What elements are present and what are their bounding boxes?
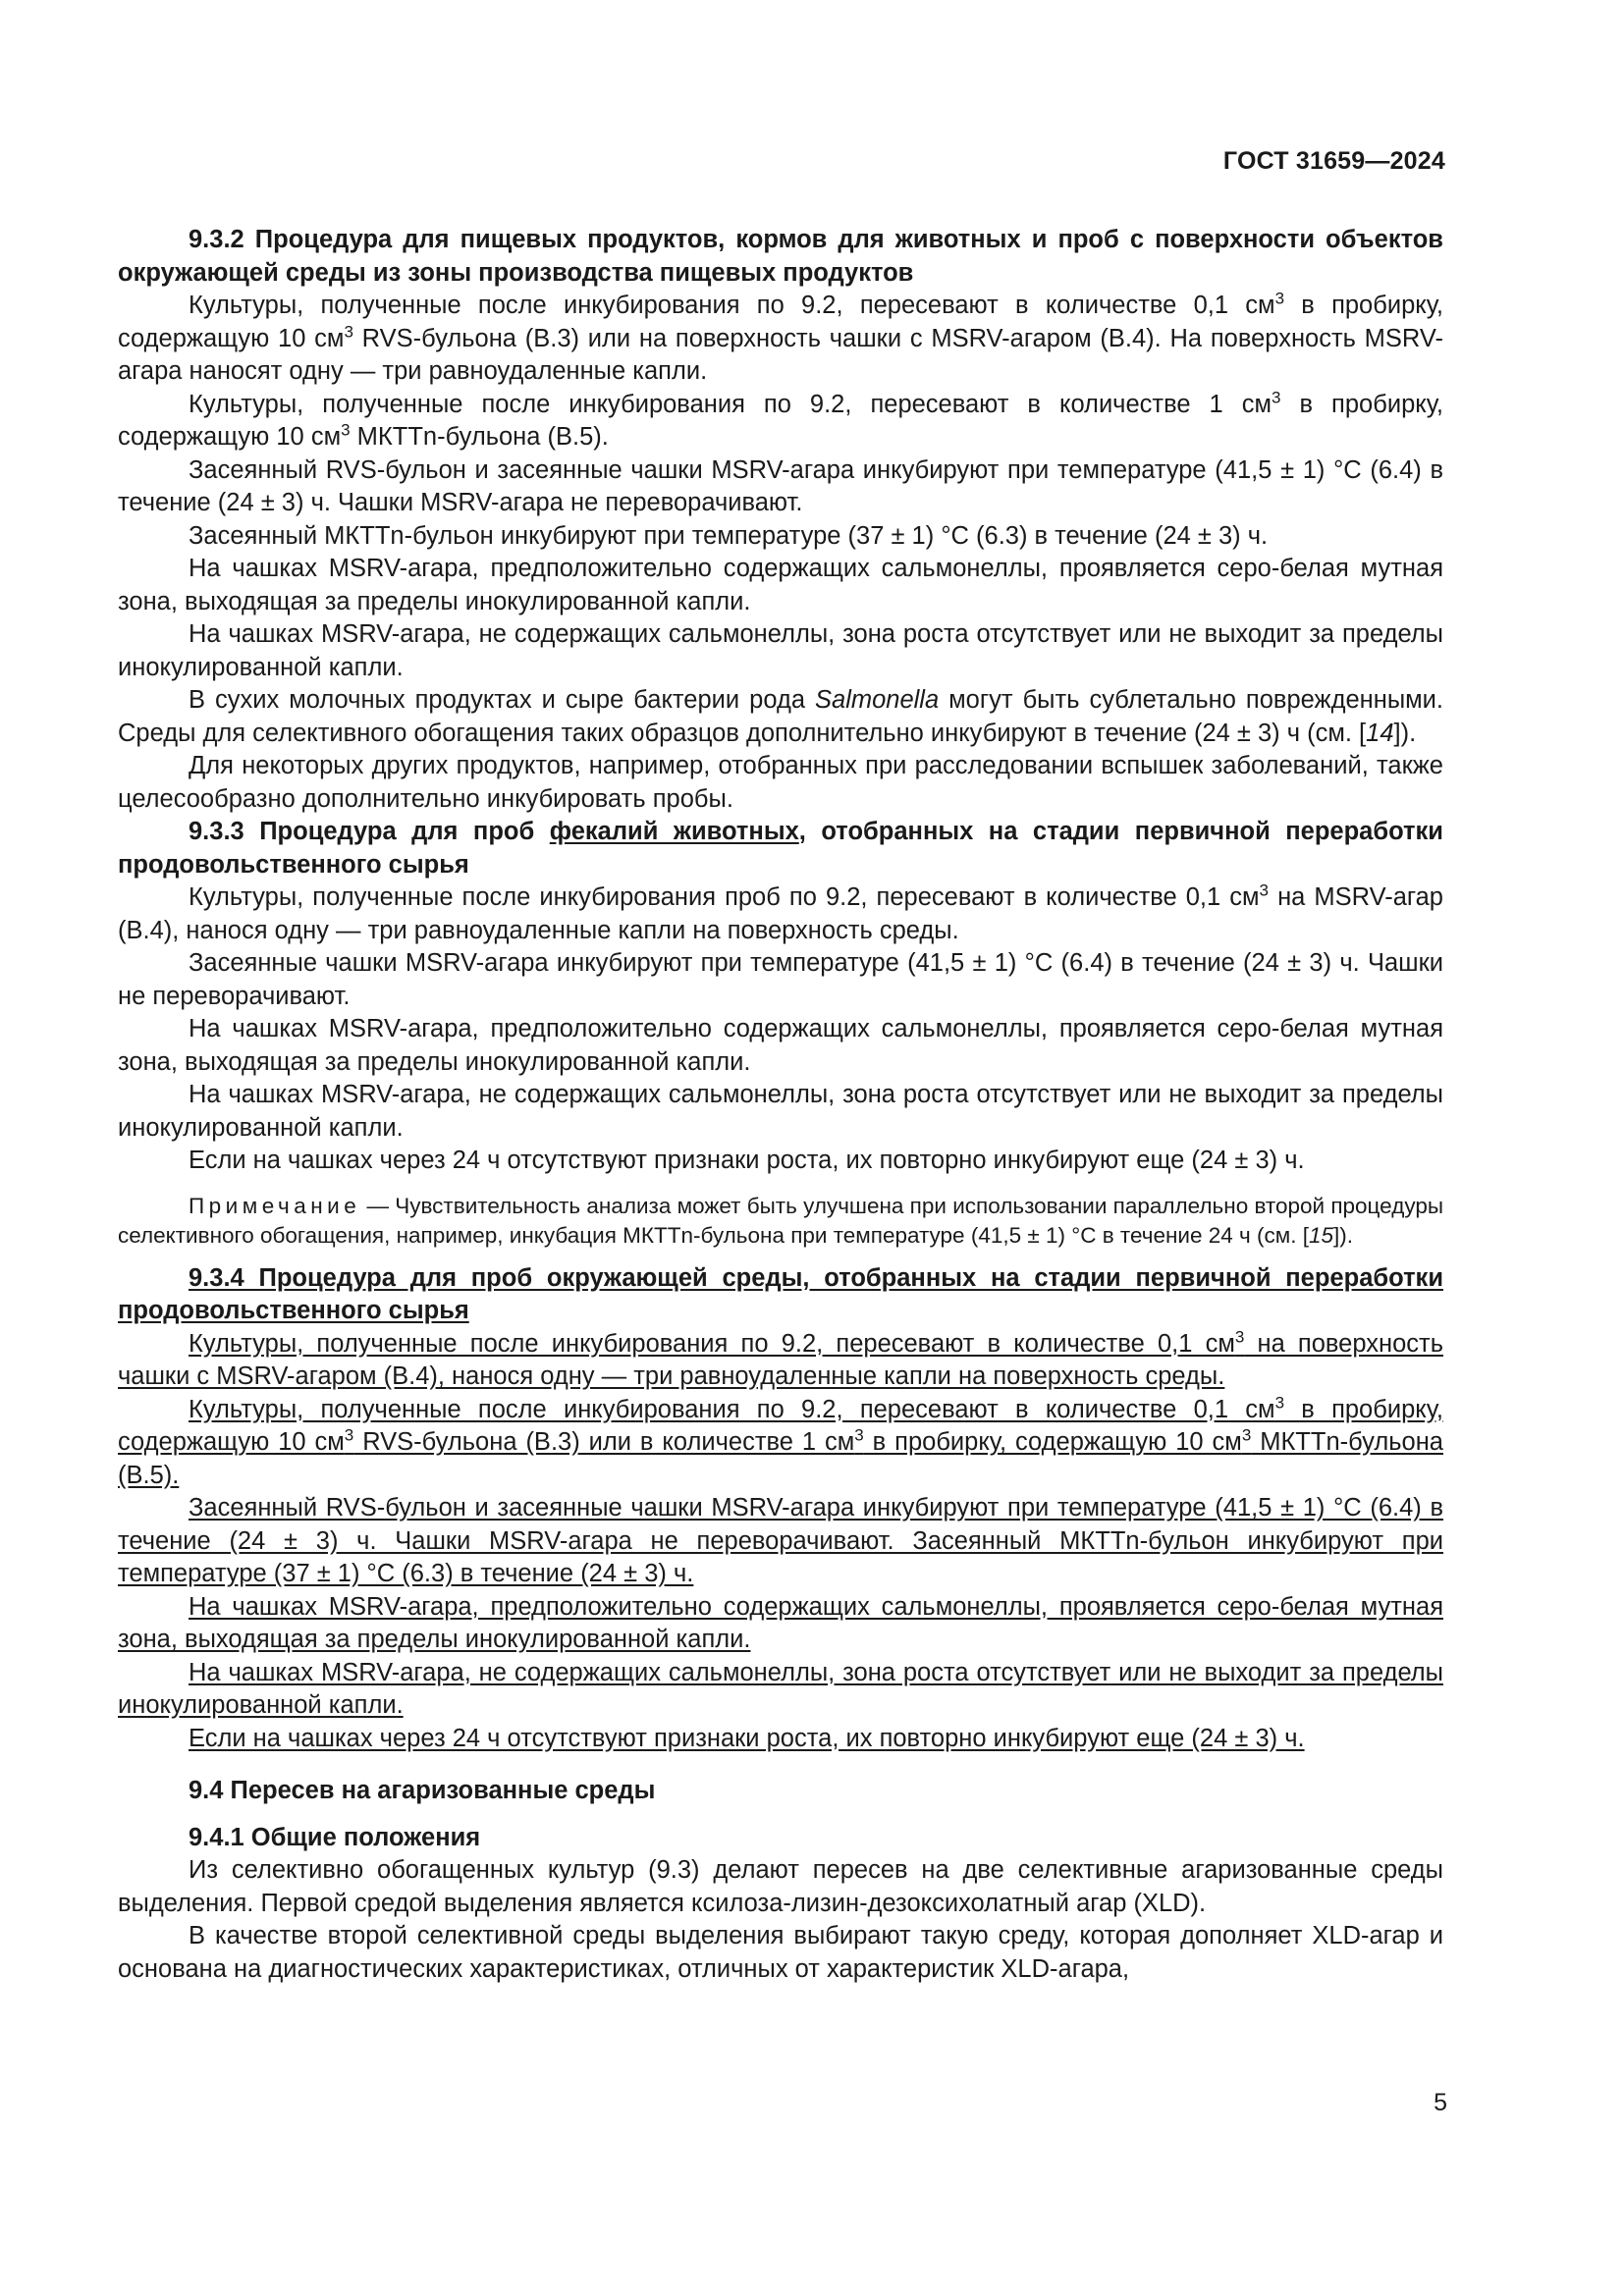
paragraph: На чашках MSRV-агара, не содержащих сальмонеллы, зона роста отсутствует или не выходит за пределы инокулированной капли. <box>118 620 1443 681</box>
paragraph: Засеянный RVS-бульон и засеянные чашки MSRV-агара инкубируют при температуре (41,5 ± 1) °С (6.4) в течение (24 ± 3) ч. Чашки MSRV-агара не переворачивают. Засеянный МКТТn-бульон инкубируют при температуре (37 ± 1) °С (6.3) в течение (24 ± 3) ч. <box>118 1494 1443 1587</box>
note-label: Примечание <box>189 1193 361 1218</box>
text: в пробирку, содержащую 10 см <box>118 1395 1443 1456</box>
paragraph: Засеянный RVS-бульон и засеянные чашки MSRV-агара инкубируют при температуре (41,5 ± 1) °С (6.4) в течение (24 ± 3) ч. Чашки MSRV-агара не переворачивают. <box>118 455 1443 516</box>
paragraph: Для некоторых других продуктов, например, отобранных при расследовании вспышек заболеваний, также целесообразно дополнительно инкубировать пробы. <box>118 752 1443 813</box>
text: могут быть сублетально поврежденными. Среды для селективного обогащения таких образцов дополнительно инкубируют в течение (24 ± 3) ч (см. [ <box>118 686 1444 747</box>
text: — Чувствительность анализа может быть улучшена при использовании параллельно второй процедуры селективного обогащения, например, инкубация МКТТn-бульона при температуре (41,5 ± 1) °С в течение 24 ч (см. [ <box>118 1193 1444 1248</box>
paragraph: В качестве второй селективной среды выделения выбирают такую среду, которая дополняет XLD-агар и основана на диагностических характеристиках, отличных от характеристик XLD-агара, <box>118 1922 1443 1983</box>
text: на поверхность чашки с MSRV-агаром (В.4), нанося одну — три равноудаленные капли на поверхность среды. <box>118 1329 1443 1390</box>
superscript: 3 <box>1234 1327 1245 1346</box>
text: RVS-бульона (В.3) или на поверхность чашки с MSRV-агаром (В.4). На поверхность MSRV-агара наносят одну — три равноудаленные капли. <box>118 324 1443 385</box>
section-9-4-1-heading: 9.4.1 Общие положения <box>189 1823 481 1851</box>
superscript: 3 <box>344 1425 354 1445</box>
paragraph: Из селективно обогащенных культур (9.3) делают пересев на две селективные агаризованные среды выделения. Первой средой выделения является ксилоза-лизин-дезоксихолатный агар (XLD). <box>118 1856 1443 1917</box>
paragraph: На чашках MSRV-агара, предположительно содержащих сальмонеллы, проявляется серо-белая мутная зона, выходящая за пределы инокулированной капли. <box>118 1015 1443 1076</box>
superscript: 3 <box>1241 1425 1252 1445</box>
text: В сухих молочных продуктах и сыре бактерии рода <box>189 686 815 714</box>
text: , отобранных на стадии первичной переработки продовольственного сырья <box>118 818 1443 879</box>
paragraph: На чашках MSRV-агара, предположительно содержащих сальмонеллы, проявляется серо-белая мутная зона, выходящая за пределы инокулированной капли. <box>118 555 1443 615</box>
document-body <box>118 224 1443 1986</box>
text: ]). <box>1393 719 1417 747</box>
text: на MSRV-агар (В.4), нанося одну — три равноудаленные капли на поверхность среды. <box>118 883 1443 944</box>
page-number: 5 <box>1434 2089 1447 2116</box>
paragraph <box>118 389 1443 454</box>
text: RVS-бульона (В.3) или в количестве 1 см <box>353 1428 855 1456</box>
reference-number: 14 <box>1366 719 1394 747</box>
text: МКТТn-бульона (В.5). <box>118 1428 1443 1489</box>
paragraph: Засеянные чашки MSRV-агара инкубируют при температуре (41,5 ± 1) °С (6.4) в течение (24 ± 3) ч. Чашки не переворачивают. <box>118 949 1443 1010</box>
reference-number: 15 <box>1308 1222 1333 1248</box>
text: Культуры, полученные после инкубирования по 9.2, пересевают в количестве 1 см <box>189 390 1272 418</box>
paragraph: Засеянный МКТТn-бульон инкубируют при температуре (37 ± 1) °С (6.3) в течение (24 ± 3) ч. <box>189 521 1269 550</box>
superscript: 3 <box>1259 881 1270 900</box>
paragraph <box>118 684 1443 750</box>
text: Культуры, полученные после инкубирования проб по 9.2, пересевают в количестве 0,1 см <box>189 883 1260 911</box>
text: ]). <box>1332 1222 1353 1248</box>
paragraph: На чашках MSRV-агара, предположительно содержащих сальмонеллы, проявляется серо-белая мутная зона, выходящая за пределы инокулированной капли. <box>118 1592 1443 1653</box>
section-9-3-3-heading <box>118 816 1443 881</box>
document-id-header: ГОСТ 31659—2024 <box>1222 147 1445 175</box>
superscript: 3 <box>1274 289 1285 308</box>
italic-genus-name: Salmonella <box>815 686 940 714</box>
text: в пробирку, содержащую 10 см <box>118 292 1443 352</box>
text: 9.3.3 Процедура для проб <box>189 818 550 845</box>
paragraph: Если на чашках через 24 ч отсутствуют признаки роста, их повторно инкубируют еще (24 ± 3) ч. <box>189 1724 1305 1752</box>
paragraph: Если на чашках через 24 ч отсутствуют признаки роста, их повторно инкубируют еще (24 ± 3) ч. <box>189 1147 1305 1174</box>
text: МКТТn-бульона (В.5). <box>350 423 609 451</box>
superscript: 3 <box>854 1425 864 1445</box>
note <box>118 1192 1443 1251</box>
paragraph <box>118 881 1443 947</box>
text: в пробирку, содержащую 10 см <box>863 1428 1242 1456</box>
paragraph: На чашках MSRV-агара, не содержащих сальмонеллы, зона роста отсутствует или не выходит за пределы инокулированной капли. <box>118 1658 1443 1719</box>
section-9-3-4-heading: 9.3.4 Процедура для проб окружающей среды, отобранных на стадии первичной переработки продовольственного сырья <box>118 1263 1443 1324</box>
text: в пробирку, содержащую 10 см <box>118 390 1443 451</box>
section-9-4-heading: 9.4 Пересев на агаризованные среды <box>189 1777 656 1804</box>
paragraph: На чашках MSRV-агара, не содержащих сальмонеллы, зона роста отсутствует или не выходит за пределы инокулированной капли. <box>118 1081 1443 1142</box>
superscript: 3 <box>344 322 353 341</box>
text: Культуры, полученные после инкубирования по 9.2, пересевают в количестве 0,1 см <box>189 1329 1235 1358</box>
text: Культуры, полученные после инкубирования по 9.2, пересевают в количестве 0,1 см <box>189 292 1275 319</box>
paragraph <box>118 1328 1443 1394</box>
text: Культуры, полученные после инкубирования по 9.2, пересевают в количестве 0,1 см <box>189 1395 1275 1423</box>
section-9-3-2-heading: 9.3.2 Процедура для пищевых продуктов, кормов для животных и проб с поверхности объектов окружающей среды из зоны производства пищевых продуктов <box>118 226 1443 287</box>
paragraph <box>118 290 1443 389</box>
underlined-text: фекалий животных <box>549 818 799 845</box>
paragraph <box>118 1394 1443 1493</box>
superscript: 3 <box>1272 388 1281 406</box>
superscript: 3 <box>1274 1393 1285 1412</box>
superscript: 3 <box>341 420 351 440</box>
